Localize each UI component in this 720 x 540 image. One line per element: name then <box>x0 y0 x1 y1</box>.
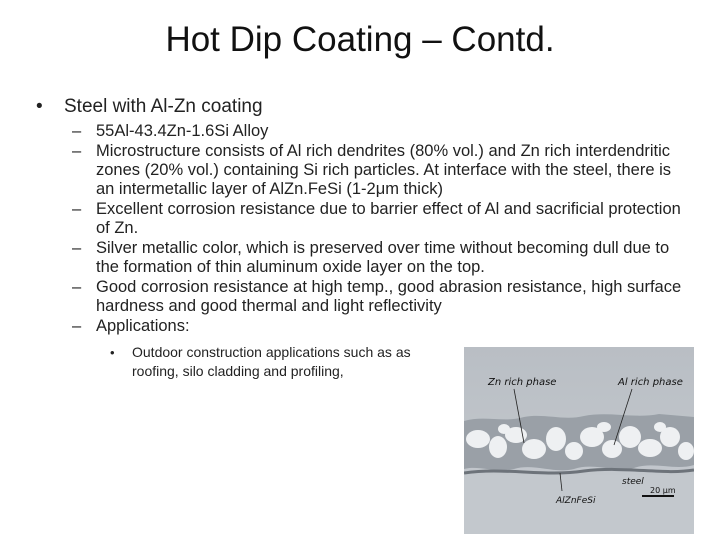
sub-bullet-high-temp <box>36 278 686 316</box>
dash-marker: – <box>72 142 82 160</box>
sub-bullet-text: Silver metallic color, which is preserved over time without becoming dull due to the formation of thin aluminum oxide layer on the top. <box>96 239 670 276</box>
bullet-dot: • <box>36 96 43 117</box>
sub-bullet-text: 55Al-43.4Zn-1.6Si Alloy <box>96 122 269 140</box>
dash-marker: – <box>72 239 82 257</box>
bullet-text: Steel with Al-Zn coating <box>64 96 263 117</box>
sub-bullet-color <box>36 239 686 277</box>
micrograph-image <box>464 347 694 534</box>
sub-bullet-text: Good corrosion resistance at high temp., good abrasion resistance, high surface hardness and good thermal and light reflectivity <box>96 278 682 315</box>
label-steel: steel <box>622 477 644 487</box>
sub-bullet-microstructure <box>36 142 686 199</box>
micrograph-svg <box>464 347 694 534</box>
dash-marker: – <box>72 122 82 140</box>
sub-bullet-text: Excellent corrosion resistance due to barrier effect of Al and sacrificial protection of Zn. <box>96 200 681 237</box>
label-zn-rich: Zn rich phase <box>488 377 557 388</box>
slide-content <box>36 96 686 381</box>
slide-title: Hot Dip Coating – Contd. <box>165 20 555 59</box>
sub-bullet-applications <box>36 317 686 336</box>
bullet-steel-al-zn <box>36 96 686 118</box>
sub-bullet-text: Applications: <box>96 317 190 335</box>
sub-bullet-text: Microstructure consists of Al rich dendrites (80% vol.) and Zn rich interdendritic zones (20% vol.) containing Si rich particles. At interface with the steel, there is an intermetallic layer of AlZn.FeSi (1-2μm thick) <box>96 142 672 198</box>
sub-bullet-corrosion <box>36 200 686 238</box>
sub-bullet-alloy <box>36 122 686 141</box>
application-item <box>36 343 432 381</box>
bullet-dot: • <box>110 345 115 360</box>
application-text: Outdoor construction applications such as as roofing, silo cladding and profiling, <box>132 344 411 379</box>
label-scale: 20 μm <box>650 486 676 495</box>
dash-marker: – <box>72 278 82 296</box>
dash-marker: – <box>72 200 82 218</box>
label-al-rich: Al rich phase <box>618 377 683 388</box>
sub-bullet-list <box>36 122 686 336</box>
dash-marker: – <box>72 317 82 335</box>
label-alznfesi: AlZnFeSi <box>556 496 596 506</box>
